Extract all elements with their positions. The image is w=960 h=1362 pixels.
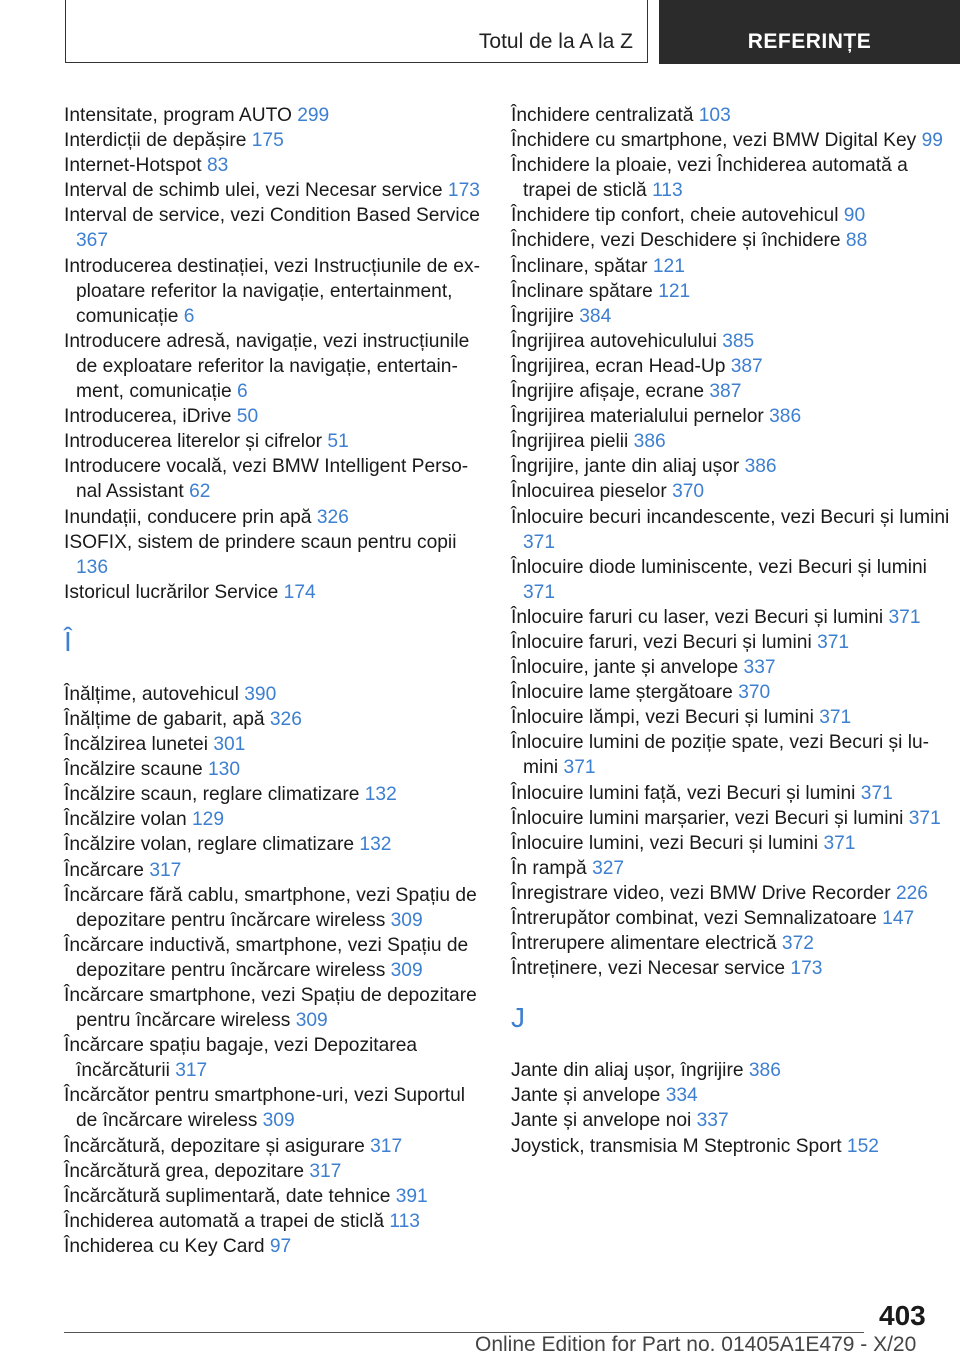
index-page-link[interactable]: 337	[743, 657, 776, 679]
index-entry	[511, 781, 951, 806]
index-entry	[511, 153, 951, 203]
index-entry	[64, 530, 484, 580]
index-entry	[511, 228, 951, 253]
index-page-link[interactable]: 371	[860, 782, 893, 804]
index-entry-text: Înlocuire becuri incandescente, vezi Becuri și lumini	[511, 506, 950, 528]
index-entry-text: Închidere la ploaie, vezi Închiderea automată a trapei de sticlă	[511, 155, 908, 202]
index-entry	[511, 605, 951, 630]
index-entry	[511, 254, 951, 279]
index-entry	[64, 454, 484, 504]
index-entry-text: Încălzire volan, reglare climatizare	[64, 834, 355, 856]
index-entry-text: Îngrijire	[511, 305, 574, 327]
index-entry	[64, 254, 484, 329]
index-page-link[interactable]: 130	[208, 759, 241, 781]
index-entry-text: Încărcare inductivă, smartphone, vezi Spațiu de depozitare pentru încărcare wireless	[64, 934, 469, 981]
index-page-link[interactable]: 121	[652, 255, 685, 277]
index-page-link[interactable]: 226	[895, 882, 928, 904]
index-page-link[interactable]: 309	[262, 1110, 295, 1132]
index-entry-text: Joystick, transmisia M Steptronic Sport	[511, 1135, 842, 1157]
index-page-link[interactable]: 386	[769, 406, 802, 428]
index-page-link[interactable]: 88	[845, 230, 868, 252]
index-page-link[interactable]: 371	[908, 807, 941, 829]
index-entry-text: Înlocuire lumini, vezi Becuri și lumini	[511, 832, 819, 854]
header-chapter-tab[interactable]	[659, 0, 960, 64]
index-entry	[511, 906, 951, 931]
index-page-link[interactable]: 387	[730, 355, 763, 377]
index-entry	[511, 705, 951, 730]
index-entry	[511, 479, 951, 504]
index-page-link[interactable]: 371	[819, 707, 852, 729]
index-page-link[interactable]: 371	[563, 757, 596, 779]
index-entry	[64, 858, 484, 883]
index-page-link[interactable]: 152	[846, 1135, 879, 1157]
index-page-link[interactable]: 6	[183, 305, 195, 327]
index-entry	[64, 505, 484, 530]
index-page-link[interactable]: 136	[76, 556, 109, 578]
index-entry	[64, 682, 484, 707]
index-entry	[511, 730, 951, 780]
index-page-link[interactable]: 386	[744, 456, 777, 478]
index-entry	[511, 680, 951, 705]
index-page-link[interactable]: 391	[395, 1185, 428, 1207]
index-page-link[interactable]: 317	[309, 1160, 342, 1182]
index-page-link[interactable]: 371	[523, 581, 556, 603]
index-entry	[511, 630, 951, 655]
index-page-link[interactable]: 83	[206, 155, 229, 177]
index-page-link[interactable]: 384	[579, 305, 612, 327]
index-entry-text: Introducerea, iDrive	[64, 406, 232, 428]
index-entry-text: Internet-Hotspot	[64, 155, 202, 177]
index-entry-text: Închidere centralizată	[511, 105, 694, 126]
footer-edition: Online Edition for Part no. 01405A1E479 - X/20	[475, 1333, 917, 1356]
index-entry-text: Interval de service, vezi Condition Based Service	[64, 205, 480, 227]
index-entry-text: Încărcătură grea, depozitare	[64, 1160, 304, 1182]
index-entry	[511, 354, 951, 379]
index-entry-text: Introducere adresă, navigație, vezi instrucțiunile de exploatare referitor la navigație, entertainment, comunicație	[64, 330, 470, 403]
index-entry-text: Încălzirea lunetei	[64, 734, 208, 756]
index-entry	[64, 1209, 484, 1234]
index-entry	[64, 178, 484, 203]
index-page-link[interactable]: 301	[213, 734, 246, 756]
index-entry	[64, 1234, 484, 1259]
index-page-link[interactable]: 99	[921, 130, 943, 152]
index-entry-text: Interval de schimb ulei, vezi Necesar service	[64, 180, 443, 202]
index-entry-text: Îngrijirea autovehiculului	[511, 330, 717, 352]
index-entry	[64, 757, 484, 782]
index-entry-text: Înclinare spătare	[511, 280, 653, 302]
index-entry	[64, 580, 484, 605]
index-letter-heading: J	[511, 1002, 525, 1034]
index-page-link[interactable]: 173	[447, 180, 480, 202]
index-page-link[interactable]: 387	[709, 381, 742, 403]
index-entry-text: Întrerupător combinat, vezi Semnalizatoare	[511, 908, 877, 929]
index-entry	[511, 404, 951, 429]
index-entry-text: Înlocuire lămpi, vezi Becuri și lumini	[511, 707, 814, 729]
index-entry-text: Încărcare	[64, 859, 144, 881]
index-page-link[interactable]: 309	[390, 909, 423, 931]
index-page-link[interactable]: 386	[633, 431, 666, 453]
index-page-link[interactable]: 147	[882, 908, 915, 929]
index-entry	[64, 128, 484, 153]
index-page-link[interactable]: 390	[244, 683, 277, 705]
index-entry-text: Înlocuire lumini față, vezi Becuri și lumini	[511, 782, 856, 804]
index-entry	[511, 454, 951, 479]
index-entry-text: Încălzire volan	[64, 809, 187, 831]
index-page-link[interactable]: 385	[722, 330, 755, 352]
index-entry-text: Îngrijirea pielii	[511, 431, 629, 453]
index-entry-text: Întrerupere alimentare electrică	[511, 933, 777, 955]
index-entry-text: Încărcătură, depozitare și asigurare	[64, 1135, 365, 1157]
index-entry-text: Îngrijirea, ecran Head-Up	[511, 355, 726, 377]
header-section-box	[65, 0, 648, 63]
index-page-link[interactable]: 113	[389, 1210, 420, 1232]
index-page-link[interactable]: 386	[748, 1060, 781, 1082]
index-entry	[64, 807, 484, 832]
index-entry	[64, 103, 484, 128]
index-entry-text: Încărcare spațiu bagaje, vezi Depozitarea încărcăturii	[64, 1035, 418, 1082]
index-entry-text: Înlocuirea pieselor	[511, 481, 667, 503]
index-entry-text: Înclinare, spătar	[511, 255, 648, 277]
index-page-link[interactable]: 50	[236, 406, 259, 428]
index-entry	[511, 1134, 951, 1159]
index-entry	[511, 429, 951, 454]
index-entry-text: Încărcător pentru smartphone-uri, vezi Suportul de încărcare wireless	[64, 1085, 465, 1132]
index-page-link[interactable]: 309	[295, 1010, 328, 1032]
index-page-link[interactable]: 326	[269, 708, 302, 730]
index-entry	[511, 128, 951, 153]
index-page-link[interactable]: 309	[390, 959, 423, 981]
index-page-link[interactable]: 132	[364, 784, 397, 806]
index-entry	[511, 831, 951, 856]
index-page-link[interactable]: 113	[652, 180, 683, 202]
index-page-link[interactable]: 317	[149, 859, 182, 881]
index-entry-text: Închiderea cu Key Card	[64, 1235, 265, 1257]
index-entry	[511, 1083, 951, 1108]
index-page-link[interactable]: 367	[76, 230, 109, 252]
index-column-right	[511, 103, 951, 1159]
index-page-link[interactable]: 97	[269, 1235, 292, 1257]
index-entry-text: Încălzire scaun, reglare climatizare	[64, 784, 360, 806]
index-entry-text: Introducerea literelor și cifrelor	[64, 431, 323, 453]
index-entry-text: Înlocuire lame ștergătoare	[511, 682, 733, 704]
index-entry	[511, 1108, 951, 1133]
index-page-link[interactable]: 371	[817, 631, 850, 653]
index-page-link[interactable]: 6	[237, 381, 248, 403]
header-section-title: Totul de la A la Z	[478, 30, 633, 53]
index-entry-text: Încărcare smartphone, vezi Spațiu de depozitare pentru încărcare wireless	[64, 985, 477, 1032]
index-entry	[511, 806, 951, 831]
index-entry	[64, 707, 484, 732]
index-entry	[64, 1083, 484, 1133]
index-entry-text: Înregistrare video, vezi BMW Drive Recorder	[511, 882, 891, 904]
index-entry-text: Interdicții de depășire	[64, 130, 247, 152]
index-entry-text: Înlocuire faruri cu laser, vezi Becuri și lumini	[511, 606, 884, 628]
index-entry-text: Întreținere, vezi Necesar service	[511, 958, 786, 980]
index-entry-text: Îngrijire, jante din aliaj ușor	[511, 456, 740, 478]
index-page-link[interactable]: 174	[283, 581, 316, 603]
header-chapter-title: REFERINȚE	[747, 30, 872, 53]
index-entry	[64, 832, 484, 857]
index-entry-text: Îngrijire afișaje, ecrane	[511, 381, 705, 403]
index-entry	[511, 956, 951, 981]
index-page-link[interactable]: 371	[823, 832, 856, 854]
index-page-link[interactable]: 129	[192, 809, 225, 831]
index-entry	[64, 429, 484, 454]
index-entry	[511, 279, 951, 304]
index-entry-text: Introducerea destinației, vezi Instrucțiunile de exploatare referitor la navigație, entertainment, comunicație	[64, 255, 480, 327]
index-entry	[64, 203, 484, 253]
index-page-link[interactable]: 317	[370, 1135, 403, 1157]
index-page-link[interactable]: 337	[696, 1110, 729, 1132]
index-entry	[511, 881, 951, 906]
index-entry	[64, 1134, 484, 1159]
index-entry-text: Înlocuire lumini de poziție spate, vezi Becuri și lumini	[511, 732, 930, 779]
index-entry-text: Jante și anvelope	[511, 1085, 661, 1107]
index-entry	[64, 1159, 484, 1184]
index-page-link[interactable]: 132	[359, 834, 392, 856]
index-entry	[64, 329, 484, 404]
index-entry-text: Istoricul lucrărilor Service	[64, 581, 279, 603]
index-entry-text: Închidere cu smartphone, vezi BMW Digital Key	[511, 130, 917, 152]
index-entry	[511, 329, 951, 354]
index-entry	[511, 655, 951, 680]
index-entry	[64, 983, 484, 1033]
index-entry	[64, 404, 484, 429]
index-entry-text: Închiderea automată a trapei de sticlă	[64, 1210, 384, 1232]
index-entry	[64, 782, 484, 807]
index-page-link[interactable]: 327	[592, 857, 625, 879]
index-page-link[interactable]: 372	[781, 933, 814, 955]
index-page-link[interactable]: 317	[175, 1060, 208, 1082]
index-entry-text: Inundații, conducere prin apă	[64, 506, 312, 528]
index-entry	[511, 931, 951, 956]
index-entry	[511, 856, 951, 881]
index-entry-text: Închidere, vezi Deschidere și închidere	[511, 230, 841, 252]
index-entry-text: Încărcare fără cablu, smartphone, vezi Spațiu de depozitare pentru încărcare wireless	[64, 884, 477, 931]
index-page-link[interactable]: 51	[327, 431, 349, 453]
index-entry	[511, 103, 951, 128]
index-entry	[64, 732, 484, 757]
index-page-link[interactable]: 370	[672, 481, 705, 503]
index-entry-text: ISOFIX, sistem de prindere scaun pentru copii	[64, 531, 457, 553]
index-entry	[511, 379, 951, 404]
index-letter-heading: Î	[64, 625, 72, 657]
index-entry-text: În rampă	[511, 857, 587, 879]
index-entry	[511, 555, 951, 605]
index-entry-text: Încărcătură suplimentară, date tehnice	[64, 1185, 391, 1207]
index-column-left	[64, 103, 484, 1259]
index-page-link[interactable]: 62	[189, 481, 211, 503]
index-entry-text: Înlocuire diode luminiscente, vezi Becuri și lumini	[511, 556, 927, 578]
index-entry-text: Înlocuire lumini marșarier, vezi Becuri și lumini	[511, 807, 904, 829]
index-page-link[interactable]: 370	[738, 682, 771, 704]
index-entry-text: Jante din aliaj ușor, îngrijire	[511, 1060, 744, 1082]
index-page-link[interactable]: 326	[316, 506, 349, 528]
index-page-link[interactable]: 103	[698, 105, 731, 126]
index-entry	[511, 505, 951, 555]
index-entry	[511, 203, 951, 228]
index-entry	[64, 1033, 484, 1083]
index-entry	[64, 1184, 484, 1209]
index-entry-text: Jante și anvelope noi	[511, 1110, 692, 1132]
index-entry-text: Înălțime de gabarit, apă	[64, 708, 265, 730]
index-entry-text: Introducere vocală, vezi BMW Intelligent Personal Assistant	[64, 456, 469, 503]
index-entry-text: Intensitate, program AUTO	[64, 105, 292, 126]
index-page-link[interactable]: 334	[665, 1085, 698, 1107]
index-entry	[64, 883, 484, 933]
index-entry-text: Îngrijirea materialului pernelor	[511, 406, 764, 428]
index-page-link[interactable]: 121	[658, 280, 691, 302]
index-page-link[interactable]: 175	[251, 130, 284, 152]
index-entry	[511, 304, 951, 329]
index-entry-text: Înălțime, autovehicul	[64, 683, 239, 705]
index-entry	[64, 153, 484, 178]
index-page-link[interactable]: 90	[843, 205, 866, 227]
index-entry-text: Încălzire scaune	[64, 759, 203, 781]
index-page-link[interactable]: 371	[523, 531, 556, 553]
page-number: 403	[879, 1300, 926, 1331]
index-page-link[interactable]: 173	[790, 958, 823, 980]
index-entry-text: Închidere tip confort, cheie autovehicul	[511, 205, 839, 227]
index-page-link[interactable]: 299	[297, 105, 330, 126]
index-entry	[511, 1058, 951, 1083]
index-entry-text: Înlocuire, jante și anvelope	[511, 657, 739, 679]
index-entry	[64, 933, 484, 983]
index-page-link[interactable]: 371	[888, 606, 921, 628]
index-entry-text: Înlocuire faruri, vezi Becuri și lumini	[511, 631, 812, 653]
